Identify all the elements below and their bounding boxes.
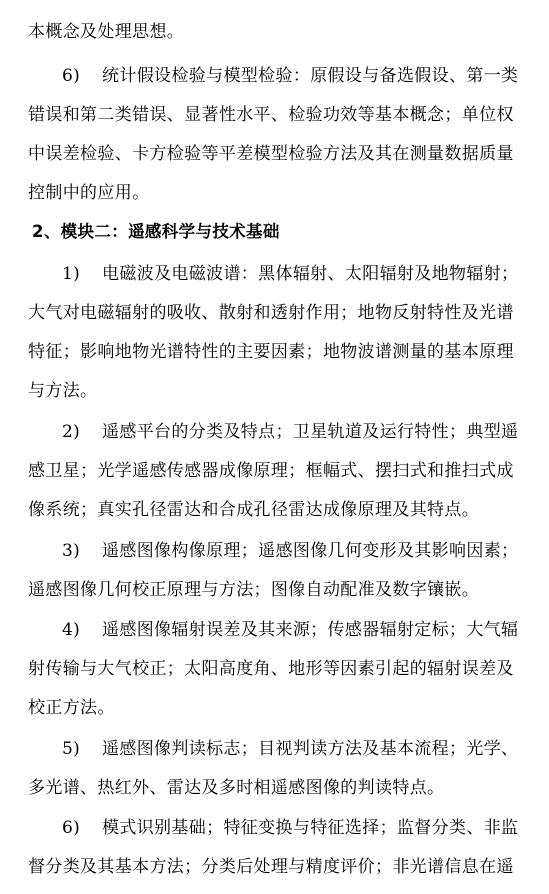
section-heading: 2、模块二：遥感科学与技术基础 <box>32 222 280 241</box>
list-number: 6) <box>62 818 81 838</box>
list-number: 1) <box>62 264 81 284</box>
text-line: 射传输与大气校正；太阳高度角、地形等因素引起的辐射误差及 <box>28 659 514 679</box>
text-line: 督分类及其基本方法；分类后处理与精度评价；非光谱信息在遥 <box>28 857 514 877</box>
text-line: 大气对电磁辐射的吸收、散射和透射作用；地物反射特性及光谱 <box>28 303 514 323</box>
text-line: 感卫星；光学遥感传感器成像原理；框幅式、摆扫式和推扫式成 <box>28 461 514 481</box>
text-line: 本概念及处理思想。 <box>28 22 185 42</box>
text-line: 与方法。 <box>28 381 98 401</box>
list-item-6b-first-line <box>62 818 530 838</box>
text-line: 遥感图像判读标志；目视判读方法及基本流程；光学、 <box>102 739 519 759</box>
list-item-6-first-line <box>62 66 530 86</box>
list-number: 2) <box>62 422 81 442</box>
text-line: 模式识别基础；特征变换与特征选择；监督分类、非监 <box>102 818 519 838</box>
list-item-3-first-line <box>62 541 530 561</box>
text-line: 统计假设检验与模型检验：原假设与备选假设、第一类 <box>102 66 519 86</box>
list-number: 4) <box>62 620 81 640</box>
text-line: 遥感图像辐射误差及其来源；传感器辐射定标；大气辐 <box>102 620 519 640</box>
list-number: 3) <box>62 541 81 561</box>
text-line: 像系统；真实孔径雷达和合成孔径雷达成像原理及其特点。 <box>28 500 480 520</box>
text-line: 遥感图像构像原理；遥感图像几何变形及其影响因素； <box>102 541 519 561</box>
text-line: 中误差检验、卡方检验等平差模型检验方法及其在测量数据质量 <box>28 144 514 164</box>
text-line: 遥感图像几何校正原理与方法；图像自动配准及数字镶嵌。 <box>28 580 480 600</box>
list-item-2-first-line <box>62 422 530 442</box>
text-line: 控制中的应用。 <box>28 183 150 203</box>
text-line: 遥感平台的分类及特点；卫星轨道及运行特性；典型遥 <box>102 422 519 442</box>
list-item-1-first-line <box>62 264 530 284</box>
list-item-5-first-line <box>62 739 530 759</box>
list-item-4-first-line <box>62 620 530 640</box>
text-line: 电磁波及电磁波谱：黑体辐射、太阳辐射及地物辐射； <box>102 264 519 284</box>
list-number: 5) <box>62 739 81 759</box>
list-number: 6) <box>62 66 81 86</box>
text-line: 校正方法。 <box>28 698 115 718</box>
text-line: 多光谱、热红外、雷达及多时相遥感图像的判读特点。 <box>28 778 445 798</box>
text-line: 错误和第二类错误、显著性水平、检验功效等基本概念；单位权 <box>28 105 514 125</box>
text-line: 特征；影响地物光谱特性的主要因素；地物波谱测量的基本原理 <box>28 342 514 362</box>
